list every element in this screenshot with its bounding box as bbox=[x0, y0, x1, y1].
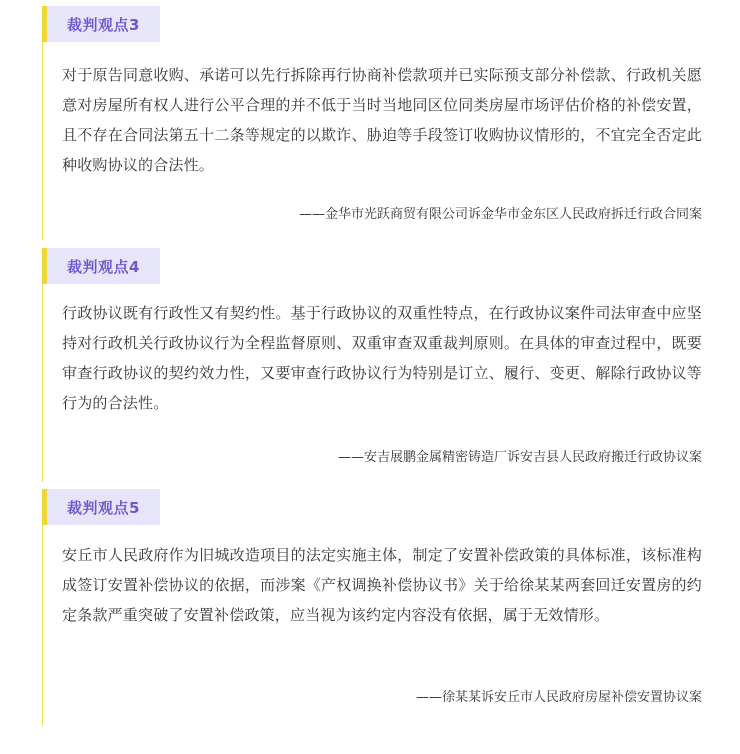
heading-accent-bar bbox=[42, 248, 47, 284]
heading-accent-bar bbox=[42, 489, 47, 525]
section-heading: 裁判观点3 bbox=[67, 15, 140, 34]
section-side-line bbox=[42, 525, 43, 725]
section-heading-tag bbox=[42, 248, 160, 284]
case-source: ——金华市光跃商贸有限公司诉金华市金东区人民政府拆迁行政合同案 bbox=[298, 207, 702, 222]
section-heading-tag bbox=[42, 6, 160, 42]
heading-accent-bar bbox=[42, 6, 47, 42]
section-heading: 裁判观点4 bbox=[67, 257, 140, 276]
section-body-text: 安丘市人民政府作为旧城改造项目的法定实施主体，制定了安置补偿政策的具体标准，该标准构成签订安置补偿协议的依据，而涉案《产权调换补偿协议书》关于给徐某某两套回迁安置房的约定条款严重突破了安置补偿政策，应当视为该约定内容没有依据，属于无效情形。 bbox=[62, 546, 702, 624]
section-side-line bbox=[42, 284, 43, 482]
case-source: ——徐某某诉安丘市人民政府房屋补偿安置协议案 bbox=[415, 690, 702, 705]
case-source: ——安吉展鹏金属精密铸造厂诉安吉县人民政府搬迁行政协议案 bbox=[337, 450, 702, 465]
section-body-text: 对于原告同意收购、承诺可以先行拆除再行协商补偿款项并已实际预支部分补偿款、行政机关愿意对房屋所有权人进行公平合理的并不低于当时当地同区位同类房屋市场评估价格的补偿安置，且不存在合同法第五十二条等规定的以欺诈、胁迫等手段签订收购协议情形的，不宜完全否定此种收购协议的合法性。 bbox=[62, 66, 702, 174]
section-heading-tag bbox=[42, 489, 160, 525]
section-body-text: 行政协议既有行政性又有契约性。基于行政协议的双重性特点，在行政协议案件司法审查中应坚持对行政机关行政协议行为全程监督原则、双重审查双重裁判原则。在具体的审查过程中，既要审查行政协议的契约效力性，又要审查行政协议行为特别是订立、履行、变更、解除行政协议等行为的合法性。 bbox=[62, 304, 702, 412]
section-heading: 裁判观点5 bbox=[67, 498, 140, 517]
section-side-line bbox=[42, 42, 43, 240]
